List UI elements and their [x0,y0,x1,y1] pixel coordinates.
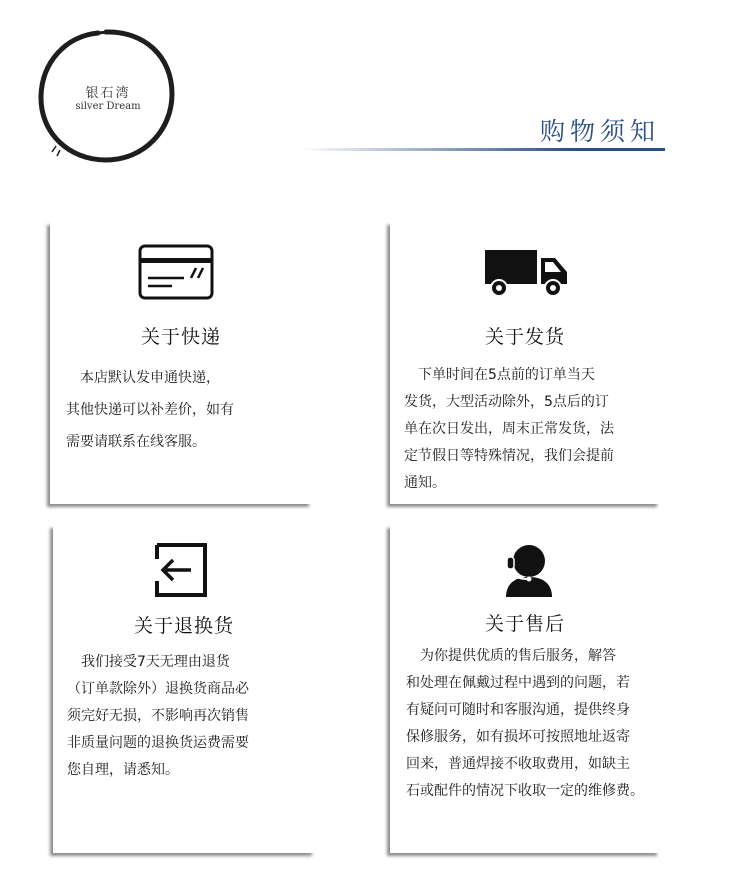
text-line: 下单时间在5点前的订单当天 [404,367,595,383]
card-text [404,362,614,497]
title-underline [300,148,665,151]
customer-service-headset-icon [498,539,560,603]
text-line: 有疑问可随时和客服沟通，提供终身 [406,702,630,718]
text-line: 通知。 [404,475,446,491]
text-line: （订单款除外）退换货商品必 [67,681,249,697]
text-line: 石或配件的情况下收取一定的维修费。 [406,783,644,799]
card-title: 关于售后 [484,613,565,635]
text-line: 您自理，请悉知。 [67,762,179,778]
text-line: 回来，普通焊接不收取费用，如缺主 [406,756,630,772]
text-line: 定节假日等特殊情况，我们会提前 [404,448,614,464]
text-line: 我们接受7天无理由退货 [67,654,230,670]
text-line: 需要请联系在线客服。 [66,434,206,450]
text-line: 发货，大型活动除外，5点后的订 [404,394,609,410]
text-line: 非质量问题的退换货运费需要 [67,735,249,751]
brand-name-en: silver Dream [75,101,141,112]
text-line: 保修服务，如有损坏可按照地址返寄 [406,729,630,745]
card-title: 关于发货 [484,326,565,348]
text-line: 本店默认发申通快递， [66,370,220,386]
card-text [406,643,644,805]
card-text [66,362,234,458]
text-line: 为你提供优质的售后服务，解答 [406,648,616,664]
text-line: 须完好无损，不影响再次销售 [67,708,249,724]
credit-card-icon [138,244,214,304]
card-after-sales [390,525,660,853]
brand-logo [36,26,176,166]
brand-name-cn: 银石湾 [85,86,131,101]
page-title: 购物须知 [540,117,661,146]
return-arrow-icon [147,541,209,603]
delivery-truck-icon [483,248,569,302]
text-line: 单在次日发出，周末正常发货，法 [404,421,614,437]
card-text [67,649,249,784]
card-title: 关于退换货 [133,615,234,637]
text-line: 和处理在佩戴过程中遇到的问题，若 [406,675,630,691]
card-shipping [390,222,660,504]
card-express [50,222,312,504]
card-returns [53,525,315,853]
card-title: 关于快递 [140,326,221,348]
text-line: 其他快递可以补差价，如有 [66,402,234,418]
